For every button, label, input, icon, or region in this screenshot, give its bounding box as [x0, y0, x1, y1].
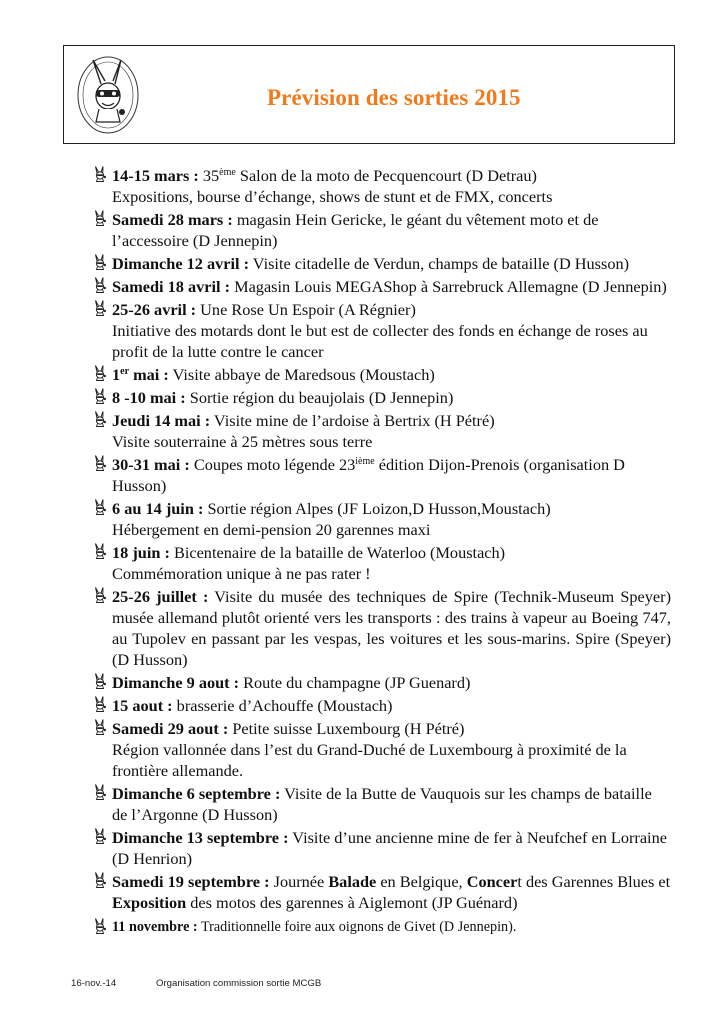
rabbit-bullet-icon	[93, 388, 108, 404]
list-item: 11 novembre : Traditionnelle foire aux oignons de Givet (D Jennepin).	[93, 917, 671, 938]
rabbit-bullet-icon	[93, 254, 108, 270]
list-item: 6 au 14 juin : Sortie région Alpes (JF Loizon,D Husson,Moustach) Hébergement en demi-pension 20 garennes maxi	[93, 498, 671, 540]
list-item: Dimanche 9 aout : Route du champagne (JP Guenard)	[93, 672, 671, 693]
list-item: Dimanche 12 avril : Visite citadelle de Verdun, champs de bataille (D Husson)	[93, 253, 671, 274]
rabbit-bullet-icon	[93, 277, 108, 293]
rabbit-bullet-icon	[93, 872, 108, 888]
header-box	[63, 45, 675, 144]
list-item: 25-26 juillet : Visite du musée des techniques de Spire (Technik-Museum Speyer) musée allemand plutôt orienté vers les transports : des trains à vapeur au Boeing 747, au Tupolev en passant par les vespas, les voitures et les sous-marins. Spire (Speyer) (D Husson)	[93, 586, 671, 670]
list-item: Samedi 29 aout : Petite suisse Luxembourg (H Pétré) Région vallonnée dans l’est du Grand-Duché de Luxembourg à proximité de la frontière allemande.	[93, 718, 671, 781]
list-item: Samedi 28 mars : magasin Hein Gericke, le géant du vêtement moto et de l’accessoire (D Jennepin)	[93, 209, 671, 251]
rabbit-bullet-icon	[93, 673, 108, 689]
rabbit-bullet-icon	[93, 784, 108, 800]
list-item: 14-15 mars : 35ème Salon de la moto de Pecquencourt (D Detrau) Expositions, bourse d’échange, shows de stunt et de FMX, concerts	[93, 165, 671, 207]
list-item: 8 -10 mai : Sortie région du beaujolais (D Jennepin)	[93, 387, 671, 408]
list-item: Samedi 18 avril : Magasin Louis MEGAShop à Sarrebruck Allemagne (D Jennepin)	[93, 276, 671, 297]
rabbit-bullet-icon	[93, 300, 108, 316]
rabbit-bullet-icon	[93, 696, 108, 712]
list-item: 1er mai : Visite abbaye de Maredsous (Moustach)	[93, 364, 671, 385]
rabbit-bullet-icon	[93, 365, 108, 381]
page-title: Prévision des sorties 2015	[267, 85, 521, 110]
outing-list	[93, 165, 671, 940]
rabbit-bullet-icon	[93, 587, 108, 603]
rabbit-bullet-icon	[93, 166, 108, 182]
list-item: 15 aout : brasserie d’Achouffe (Moustach)	[93, 695, 671, 716]
list-item: 18 juin : Bicentenaire de la bataille de Waterloo (Moustach) Commémoration unique à ne pas rater !	[93, 542, 671, 584]
rabbit-bullet-icon	[93, 828, 108, 844]
list-item: Dimanche 6 septembre : Visite de la Butte de Vauquois sur les champs de bataille de l’Argonne (D Husson)	[93, 783, 671, 825]
rabbit-bullet-icon	[93, 543, 108, 559]
list-item: 30-31 mai : Coupes moto légende 23ième édition Dijon-Prenois (organisation D Husson)	[93, 454, 671, 496]
rabbit-bullet-icon	[93, 719, 108, 735]
club-logo	[75, 54, 141, 136]
rabbit-bullet-icon	[93, 499, 108, 515]
rabbit-bullet-icon	[93, 918, 108, 934]
list-item: 25-26 avril : Une Rose Un Espoir (A Régnier) Initiative des motards dont le but est de collecter des fonds en échange de roses au profit de la lutte contre le cancer	[93, 299, 671, 362]
list-item: Jeudi 14 mai : Visite mine de l’ardoise à Bertrix (H Pétré) Visite souterraine à 25 mètres sous terre	[93, 410, 671, 452]
rabbit-bullet-icon	[93, 210, 108, 226]
footer-date: 16-nov.-14	[71, 978, 117, 989]
rabbit-bullet-icon	[93, 455, 108, 471]
rabbit-bullet-icon	[93, 411, 108, 427]
footer-organisation: Organisation commission sortie MCGB	[156, 978, 322, 989]
list-item: Dimanche 13 septembre : Visite d’une ancienne mine de fer à Neufchef en Lorraine (D Henrion)	[93, 827, 671, 869]
list-item: Samedi 19 septembre : Journée Balade en Belgique, Concert des Garennes Blues et Exposition des motos des garennes à Aiglemont (JP Guénard)	[93, 871, 671, 913]
